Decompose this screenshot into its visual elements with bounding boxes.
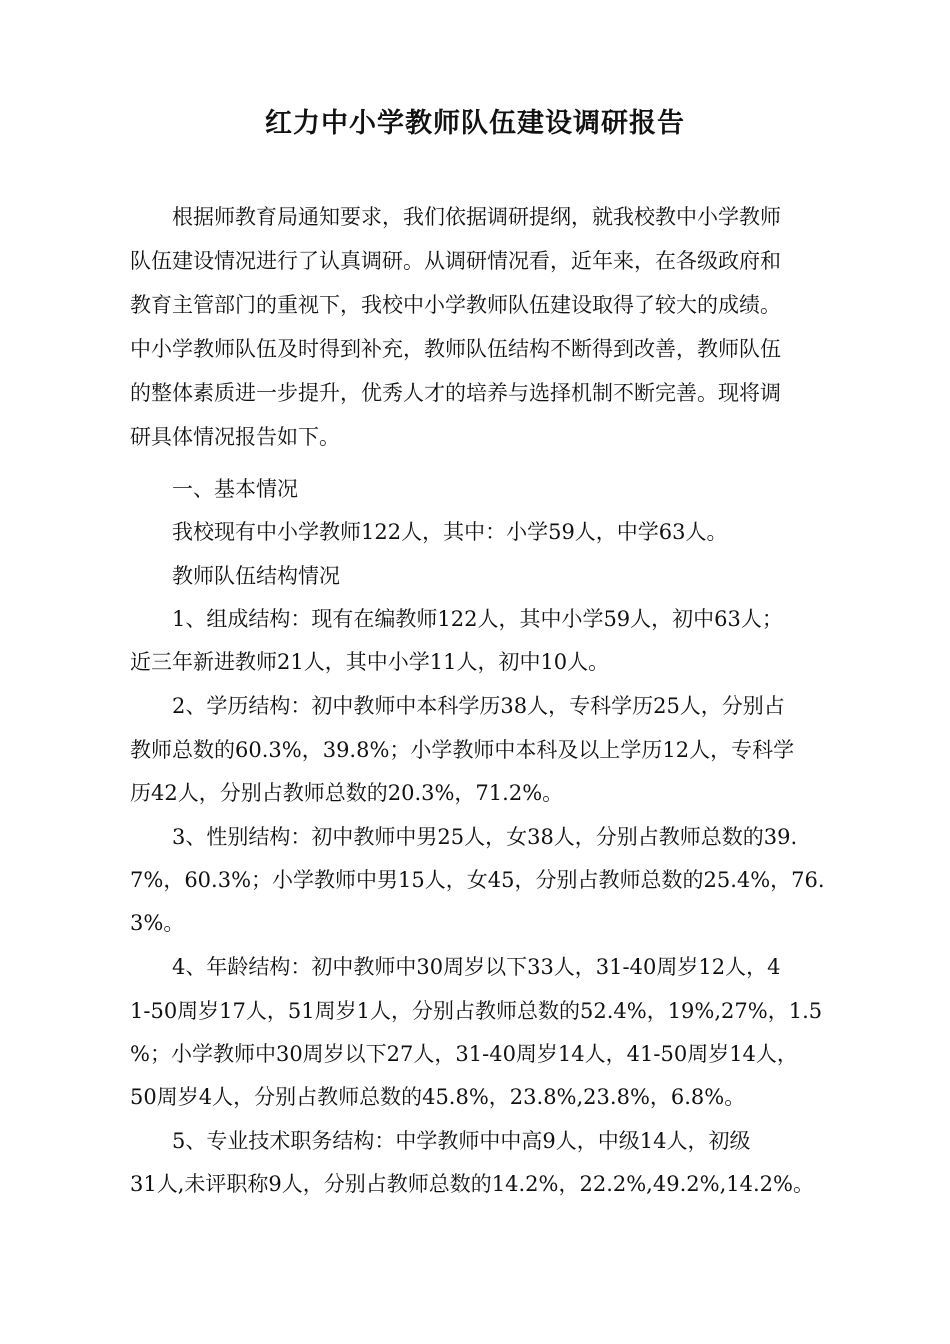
paragraph-line: 31人,未评职称9人，分别占教师总数的14.2%，22.2%,49.2%,14.2%。 (130, 1172, 814, 1196)
paragraph-line: 近三年新进教师21人，其中小学11人，初中10人。 (130, 650, 610, 674)
subsection-heading: 教师队伍结构情况 (172, 564, 340, 588)
document-title: 红力中小学教师队伍建设调研报告 (265, 108, 685, 139)
paragraph-line: 中小学教师队伍及时得到补充，教师队伍结构不断得到改善，教师队伍 (130, 337, 781, 361)
paragraph-line: %；小学教师中30周岁以下27人，31-40周岁14人，41-50周岁14人， (130, 1042, 798, 1066)
paragraph-line: 1-50周岁17人，51周岁1人，分别占教师总数的52.4%，19%,27%，1.5 (130, 999, 823, 1023)
paragraph-line: 2、学历结构：初中教师中本科学历38人，专科学历25人，分别占 (172, 694, 785, 718)
paragraph-line: 我校现有中小学教师122人，其中：小学59人，中学63人。 (172, 520, 728, 544)
paragraph-line: 3、性别结构：初中教师中男25人，女38人，分别占教师总数的39. (172, 825, 798, 849)
paragraph-line: 7%，60.3%；小学教师中男15人，女45，分别占教师总数的25.4%，76. (130, 868, 825, 892)
paragraph-line: 队伍建设情况进行了认真调研。从调研情况看，近年来，在各级政府和 (130, 249, 781, 273)
paragraph-line: 教师总数的60.3%，39.8%；小学教师中本科及以上学历12人，专科学 (130, 738, 795, 762)
paragraph-line: 50周岁4人，分别占教师总数的45.8%，23.8%,23.8%，6.8%。 (130, 1085, 746, 1109)
paragraph-line: 根据师教育局通知要求，我们依据调研提纲，就我校教中小学教师 (172, 205, 781, 229)
paragraph-line: 教育主管部门的重视下，我校中小学教师队伍建设取得了较大的成绩。 (130, 293, 781, 317)
paragraph-line: 3%。 (130, 911, 185, 935)
paragraph-line: 的整体素质进一步提升，优秀人才的培养与选择机制不断完善。现将调 (130, 381, 781, 405)
paragraph-line: 4、年龄结构：初中教师中30周岁以下33人，31-40周岁12人，4 (172, 955, 781, 979)
section-heading: 一、基本情况 (172, 477, 298, 501)
paragraph-line: 历42人，分别占教师总数的20.3%，71.2%。 (130, 781, 564, 805)
paragraph-line: 1、组成结构：现有在编教师122人，其中小学59人，初中63人； (172, 607, 783, 631)
paragraph-line: 研具体情况报告如下。 (130, 425, 340, 449)
paragraph-line: 5、专业技术职务结构：中学教师中中高9人，中级14人，初级 (172, 1129, 751, 1153)
